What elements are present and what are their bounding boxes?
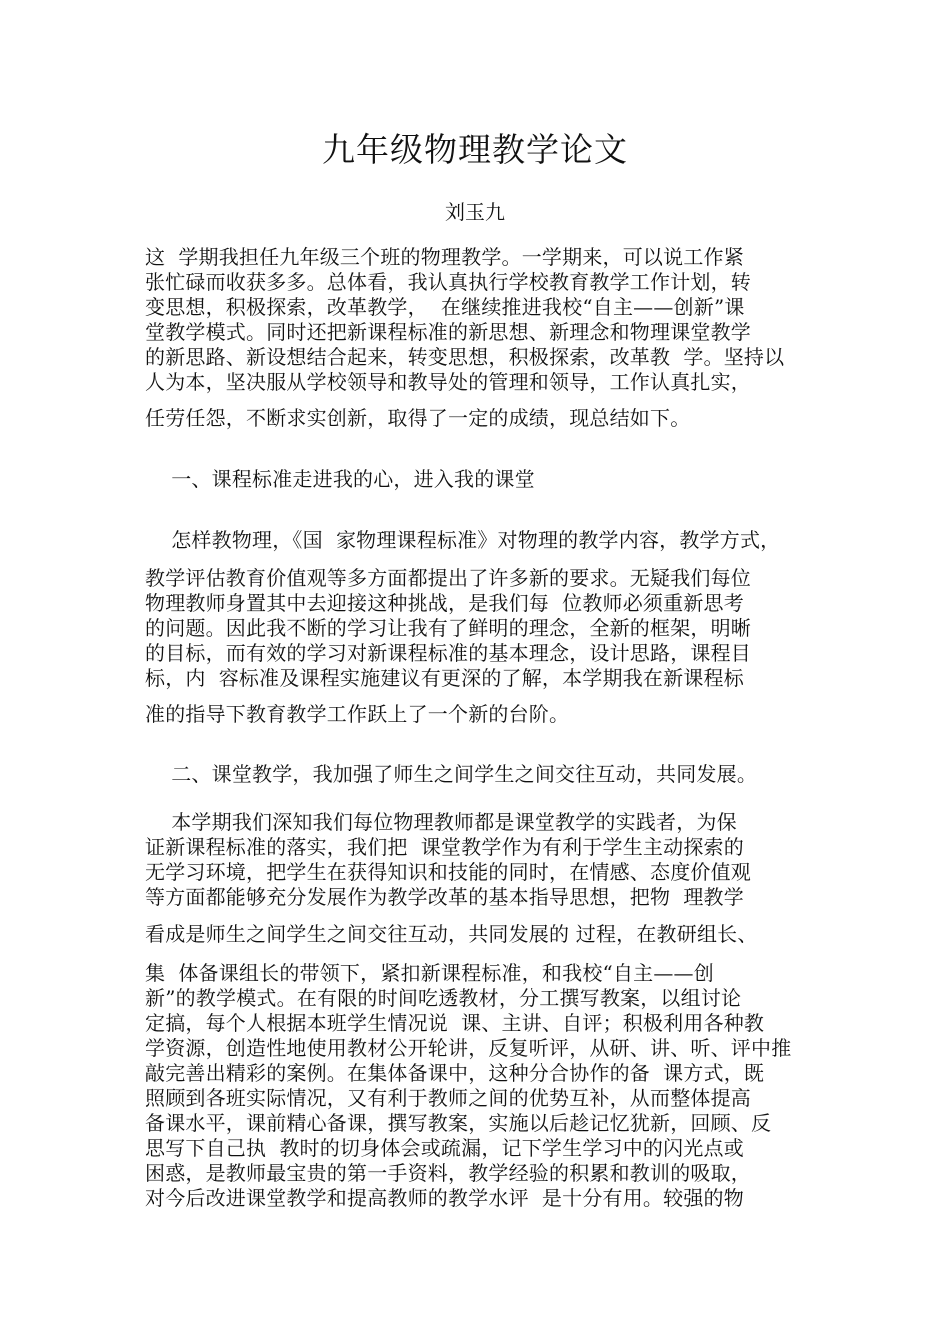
text-line: 对今后改进课堂教学和提高教师的教学水评 是十分有用。较强的物 <box>145 1186 744 1210</box>
text-line: 准的指导下教育教学工作跃上了一个新的台阶。 <box>145 702 570 726</box>
text-line: 教学评估教育价值观等多方面都提出了许多新的要求。无疑我们每位 <box>145 566 751 590</box>
section-heading: 一、课程标准走进我的心，进入我的课堂 <box>145 467 535 491</box>
text-line: 备课水平，课前精心备课，撰写教案，实施以后趁记忆犹新，回顾、反 <box>145 1111 772 1135</box>
text-line: 物理教师身置其中去迎接这种挑战，是我们每 位教师必须重新思考 <box>145 591 744 615</box>
text-line: 新”的教学模式。在有限的时间吃透教材，分工撰写教案，以组讨论 <box>145 986 742 1010</box>
text-line: 无学习环境，把学生在获得知识和技能的同时，在情感、态度价值观 <box>145 860 751 884</box>
text-line: 学资源，创造性地使用教材公开轮讲，反复听评，从研、讲、听、评中推 <box>145 1036 792 1060</box>
text-line: 张忙碌而收获多多。总体看，我认真执行学校教育教学工作计划，转 <box>145 270 751 294</box>
text-line: 集 体备课组长的带领下，紧扣新课程标准，和我校“自主——创 <box>145 961 714 985</box>
text-line: 变思想，积极探索，改革教学， 在继续推进我校“自主——创新”课 <box>145 295 745 319</box>
text-line: 的问题。因此我不断的学习让我有了鲜明的理念，全新的框架，明晰 <box>145 616 751 640</box>
text-line: 思写下自己执 教时的切身体会或疏漏，记下学生学习中的闪光点或 <box>145 1136 744 1160</box>
text-line: 照顾到各班实际情况，又有利于教师之间的优势互补，从而整体提高 <box>145 1086 751 1110</box>
section-heading: 二、课堂教学，我加强了师生之间学生之间交往互动，共同发展。 <box>145 762 758 786</box>
text-line: 堂教学模式。同时还把新课程标准的新思想、新理念和物理课堂教学 <box>145 320 751 344</box>
text-line: 这 学期我担任九年级三个班的物理教学。一学期来，可以说工作紧 <box>145 245 744 269</box>
text-line: 本学期我们深知我们每位物理教师都是课堂教学的实践者，为保 <box>145 810 737 834</box>
text-line: 怎样教物理，《国 家物理课程标准》对物理的教学内容，教学方式， <box>145 528 781 552</box>
text-line: 等方面都能够充分发展作为教学改革的基本指导思想，把物 理教学 <box>145 885 744 909</box>
page-title: 九年级物理教学论文 <box>322 130 628 169</box>
text-line: 任劳任怨，不断求实创新，取得了一定的成绩，现总结如下。 <box>145 406 691 430</box>
text-line: 的新思路、新设想结合起来，转变思想，积极探索，改革教 学。坚持以 <box>145 345 785 369</box>
text-line: 看成是师生之间学生之间交往互动，共同发展的 过程，在教研组长、 <box>145 922 758 946</box>
text-line: 人为本，坚决服从学校领导和教导处的管理和领导，工作认真扎实， <box>145 370 751 394</box>
author-name: 刘玉九 <box>445 200 505 224</box>
text-line: 敲完善出精彩的案例。在集体备课中，这种分合协作的备 课方式，既 <box>145 1061 765 1085</box>
text-line: 定搞，每个人根据本班学生情况说 课、主讲、自评；积极利用各种教 <box>145 1011 765 1035</box>
text-line: 的目标，而有效的学习对新课程标准的基本理念，设计思路，课程目 <box>145 641 751 665</box>
text-line: 标，内 容标准及课程实施建议有更深的了解，本学期我在新课程标 <box>145 666 744 690</box>
text-line: 困惑，是教师最宝贵的第一手资料，教学经验的积累和教训的吸取， <box>145 1161 751 1185</box>
text-line: 证新课程标准的落实，我们把 课堂教学作为有利于学生主动探索的 <box>145 835 744 859</box>
